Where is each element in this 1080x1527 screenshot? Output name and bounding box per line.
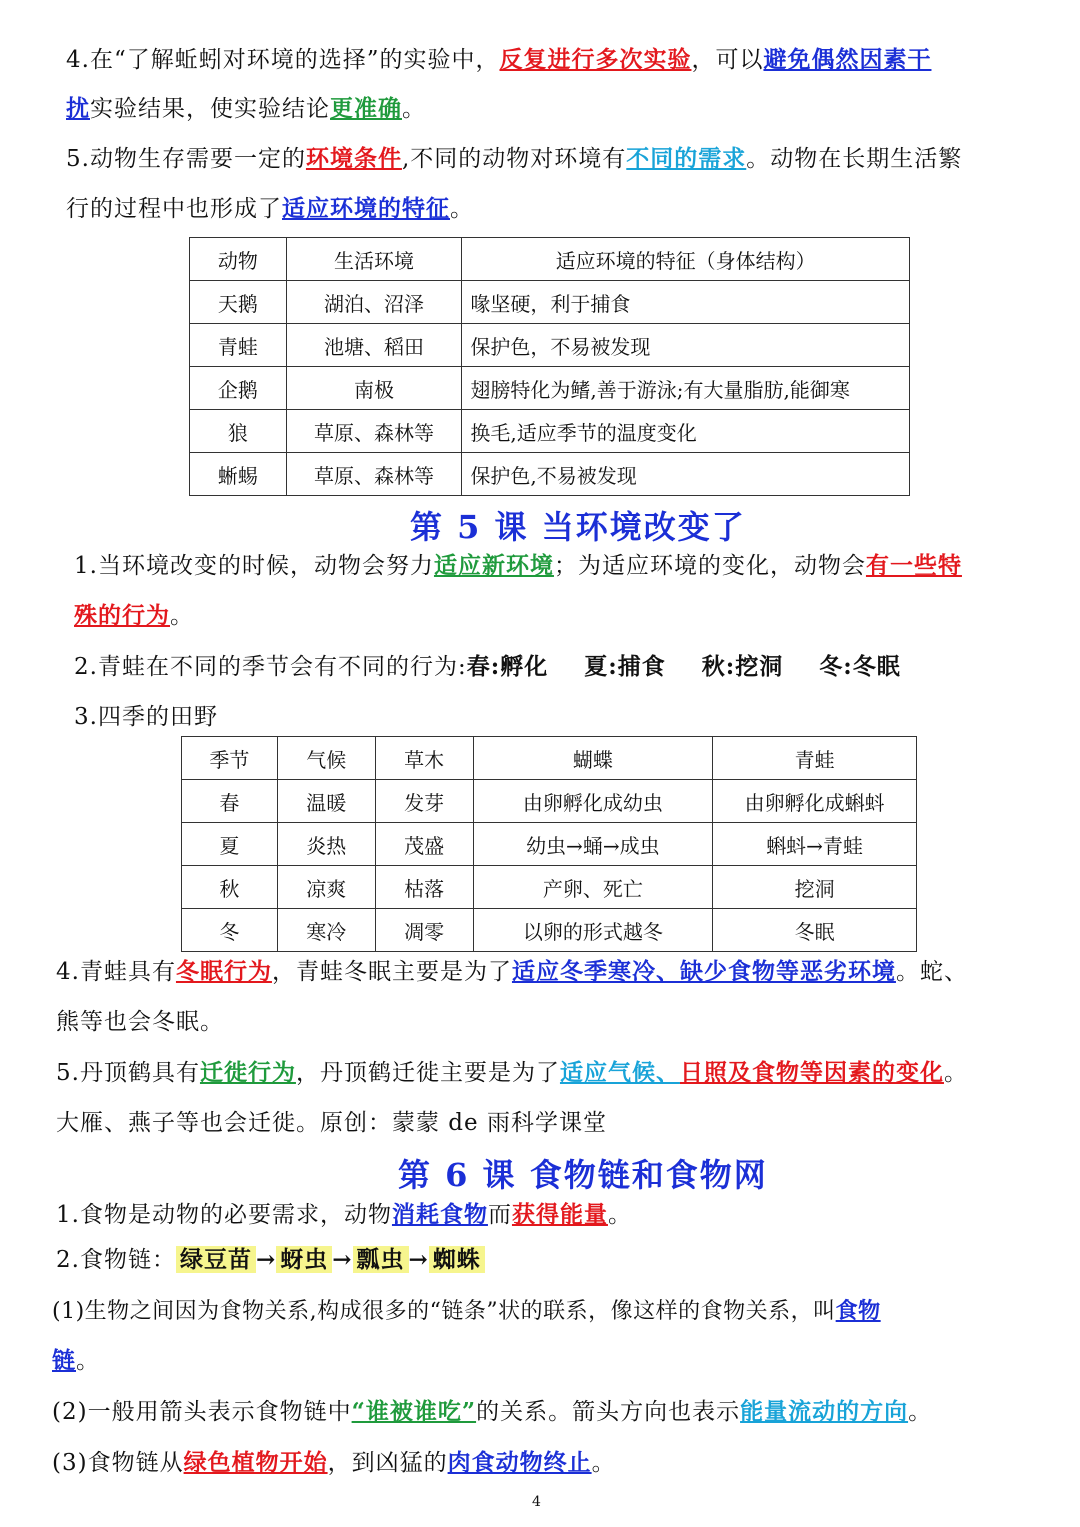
keyword: 避免偶然因素干 (763, 46, 932, 73)
text: 5.动物生存需要一定的 (66, 146, 306, 172)
table-cell: 产卵、死亡 (473, 866, 713, 909)
table-cell: 以卵的形式越冬 (473, 909, 713, 952)
text: ；为适应环境的变化，动物会 (553, 553, 866, 579)
table-cell: 温暖 (277, 780, 375, 823)
text: 。 (170, 603, 194, 629)
arrow-icon: → (332, 1246, 353, 1273)
keyword: 冬眠行为 (175, 958, 272, 985)
text: 。蛇、 (895, 959, 968, 985)
text: 2.青蛙在不同的季节会有不同的行为: (74, 654, 467, 680)
table-header: 生活环境 (286, 238, 462, 281)
table-cell: 秋 (182, 866, 278, 909)
lesson5-title: 第 5 课 当环境改变了 (410, 508, 746, 546)
l6-p1 (56, 1200, 632, 1230)
keyword: 春:孵化 夏:捕食 秋:挖洞 冬:冬眠 (466, 653, 901, 680)
table-cell: 由卵孵化成幼虫 (473, 780, 713, 823)
keyword: 日照及食物等因素的变化 (679, 1059, 944, 1086)
arrow-icon: → (255, 1246, 277, 1273)
l5-p4-line2: 熊等也会冬眠。 (56, 1009, 224, 1035)
keyword: 获得能量 (511, 1201, 608, 1228)
text: 5.丹顶鹤具有 (56, 1060, 200, 1086)
text: 2.食物链： (56, 1247, 176, 1273)
text: 4.青蛙具有 (56, 959, 176, 985)
arrow-icon: → (408, 1246, 429, 1273)
table-cell: 换毛,适应季节的温度变化 (462, 410, 910, 453)
text: 实验结果，使实验结论 (90, 96, 330, 122)
table-row (190, 324, 910, 367)
keyword: 能量流动的方向 (740, 1398, 909, 1425)
table-row (182, 866, 917, 909)
l6-s1-line2 (52, 1346, 100, 1376)
table-cell: 池塘、稻田 (286, 324, 462, 367)
p5-line2 (66, 194, 474, 224)
text: 行的过程中也形成了 (66, 196, 282, 222)
table-header: 草木 (375, 737, 473, 780)
text: 。 (908, 1399, 933, 1425)
table-cell: 春 (182, 780, 278, 823)
text: 。 (591, 1450, 616, 1476)
keyword: 扰 (66, 95, 90, 122)
l5-p4-line1 (56, 957, 968, 987)
table-cell: 寒冷 (277, 909, 375, 952)
table-cell: 冬 (182, 909, 278, 952)
table-header: 季节 (182, 737, 278, 780)
keyword: 消耗食物 (391, 1201, 488, 1228)
table-row (182, 823, 917, 866)
table-cell: 湖泊、沼泽 (286, 281, 462, 324)
keyword: 更准确 (330, 95, 402, 122)
text: ，可以 (691, 47, 764, 73)
table-header-row (190, 238, 910, 281)
l5-p2 (74, 652, 901, 682)
table-header: 动物 (190, 238, 287, 281)
text: 1.食物是动物的必要需求，动物 (56, 1202, 392, 1228)
table-cell: 蝌蚪→青蛙 (713, 823, 917, 866)
text: ，青蛙冬眠主要是为了 (271, 959, 512, 985)
table-cell: 翅膀特化为鳍,善于游泳;有大量脂肪,能御寒 (462, 367, 910, 410)
keyword: “谁被谁吃” (351, 1398, 477, 1425)
text: (2)一般用箭头表示食物链中 (52, 1399, 352, 1425)
text: 。 (943, 1060, 968, 1086)
keyword: 适应环境的特征 (282, 195, 450, 222)
p4-line2 (66, 94, 426, 124)
text: 。 (450, 196, 474, 222)
table-row (182, 780, 917, 823)
table-cell: 挖洞 (713, 866, 917, 909)
table-cell: 炎热 (277, 823, 375, 866)
table-cell: 保护色,不易被发现 (462, 453, 910, 496)
text: (3)食物链从 (52, 1450, 184, 1476)
keyword: 殊的行为 (74, 602, 170, 629)
l5-p5-line2: 大雁、燕子等也会迁徙。原创：蒙蒙 de 雨科学课堂 (56, 1110, 607, 1136)
keyword: 不同的需求 (626, 145, 747, 172)
text: 。动物在长期生活繁 (746, 146, 963, 172)
table-cell: 夏 (182, 823, 278, 866)
table-row (190, 410, 910, 453)
table-cell: 狼 (190, 410, 287, 453)
table-row (182, 909, 917, 952)
table-cell: 喙坚硬，利于捕食 (462, 281, 910, 324)
table-cell: 草原、森林等 (286, 410, 462, 453)
keyword: 有一些特 (865, 552, 962, 579)
l6-s3 (52, 1448, 616, 1478)
text: ，丹顶鹤迁徙主要是为了 (295, 1060, 560, 1086)
keyword: 适应冬季寒冷、缺少食物等恶劣环境 (511, 958, 896, 985)
table-row (190, 281, 910, 324)
table-header: 青蛙 (713, 737, 917, 780)
food-chain-item: 蚜虫 (276, 1246, 332, 1273)
l5-p1-line1 (74, 551, 962, 581)
keyword: 迁徙行为 (199, 1059, 296, 1086)
keyword: 环境条件 (305, 145, 402, 172)
text: (1)生物之间因为食物关系,构成很多的“链条”状的联系，像这样的食物关系，叫 (52, 1299, 836, 1324)
table-cell: 草原、森林等 (286, 453, 462, 496)
table-cell: 冬眠 (713, 909, 917, 952)
table-header: 适应环境的特征（身体结构） (462, 238, 910, 281)
table-row (190, 367, 910, 410)
table-cell: 南极 (286, 367, 462, 410)
l6-s1-line1 (52, 1296, 881, 1327)
text: 1.当环境改变的时候，动物会努力 (74, 553, 434, 579)
l6-s2 (52, 1397, 932, 1427)
p4-line1 (66, 45, 931, 75)
table-cell: 天鹅 (190, 281, 287, 324)
text: 而 (487, 1202, 512, 1228)
table-cell: 凉爽 (277, 866, 375, 909)
page-number: 4 (532, 1494, 541, 1510)
table-cell: 青蛙 (190, 324, 287, 367)
text: 。 (607, 1202, 632, 1228)
table-header-row (182, 737, 917, 780)
keyword: 链 (52, 1347, 76, 1374)
keyword: 适应新环境 (433, 552, 554, 579)
food-chain-item: 瓢虫 (353, 1246, 409, 1273)
text: 的关系。箭头方向也表示 (476, 1399, 741, 1425)
four-seasons-table (181, 736, 917, 952)
text: 4.在“了解蚯蚓对环境的选择”的实验中， (66, 47, 500, 73)
text: ,不同的动物对环境有 (401, 146, 627, 172)
table-cell: 幼虫→蛹→成虫 (473, 823, 713, 866)
text: 。 (402, 96, 426, 122)
l5-p3: 3.四季的田野 (74, 704, 218, 730)
table-cell: 企鹅 (190, 367, 287, 410)
food-chain-item: 绿豆苗 (176, 1246, 256, 1273)
l5-p1-line2 (74, 601, 194, 631)
table-cell: 茂盛 (375, 823, 473, 866)
table-cell: 由卵孵化成蝌蚪 (713, 780, 917, 823)
lesson6-title: 第 6 课 食物链和食物网 (398, 1156, 768, 1194)
text: 。 (76, 1348, 100, 1374)
table-cell: 保护色，不易被发现 (462, 324, 910, 367)
keyword: 绿色植物开始 (183, 1449, 328, 1476)
table-row (190, 453, 910, 496)
l5-p5-line1 (56, 1058, 968, 1088)
l6-p2-food-chain (56, 1245, 485, 1275)
keyword: 肉食动物终止 (447, 1449, 592, 1476)
table-header: 蝴蝶 (473, 737, 713, 780)
keyword: 适应气候、 (559, 1059, 680, 1086)
p5-line1 (66, 144, 962, 174)
text: ，到凶猛的 (327, 1450, 448, 1476)
keyword: 食物 (835, 1298, 881, 1324)
table-header: 气候 (277, 737, 375, 780)
table-cell: 枯落 (375, 866, 473, 909)
table-cell: 凋零 (375, 909, 473, 952)
table-cell: 蜥蜴 (190, 453, 287, 496)
animal-adaptation-table (189, 237, 910, 496)
table-cell: 发芽 (375, 780, 473, 823)
keyword: 反复进行多次实验 (499, 46, 692, 73)
food-chain-item: 蜘蛛 (429, 1246, 485, 1273)
